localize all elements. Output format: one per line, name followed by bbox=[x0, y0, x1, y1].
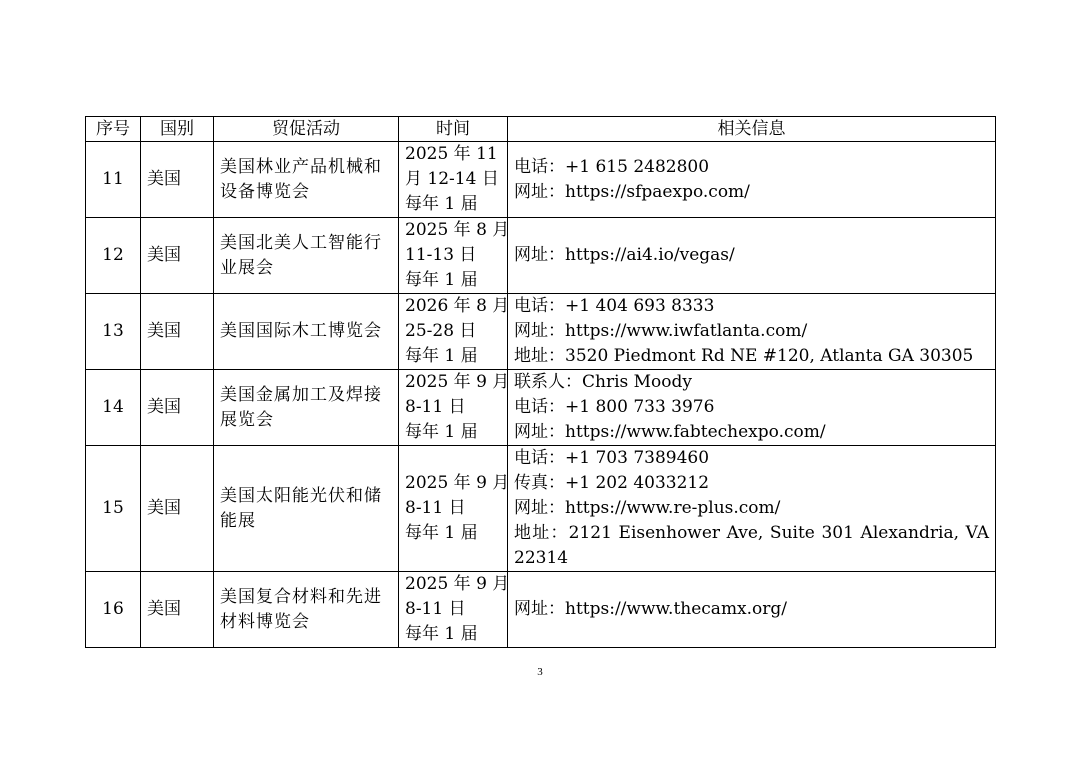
row-info bbox=[508, 294, 996, 370]
row-country: 美国 bbox=[141, 294, 214, 370]
trade-events-table bbox=[85, 116, 996, 648]
row-event: 美国林业产品机械和设备博览会 bbox=[214, 142, 399, 218]
row-time bbox=[399, 142, 508, 218]
header-info: 相关信息 bbox=[508, 117, 996, 142]
table-header-row bbox=[86, 117, 996, 142]
fax-line: 传真：+1 202 4033212 bbox=[514, 473, 710, 493]
row-info bbox=[508, 218, 996, 294]
row-country: 美国 bbox=[141, 572, 214, 648]
time-line: 每年 1 届 bbox=[405, 624, 478, 644]
website-line: 网址：https://www.iwfatlanta.com/ bbox=[514, 321, 808, 341]
page-number: 3 bbox=[537, 666, 543, 678]
row-time bbox=[399, 218, 508, 294]
row-event: 美国国际木工博览会 bbox=[214, 294, 399, 370]
phone-line: 电话：+1 404 693 8333 bbox=[514, 296, 715, 316]
row-country: 美国 bbox=[141, 218, 214, 294]
time-line: 每年 1 届 bbox=[405, 523, 478, 543]
row-info bbox=[508, 446, 996, 572]
address-line: 地址：3520 Piedmont Rd NE #120, Atlanta GA 30305 bbox=[514, 346, 974, 366]
table-row bbox=[86, 142, 996, 218]
time-line: 8-11 日 bbox=[405, 498, 466, 518]
website-line: 网址：https://ai4.io/vegas/ bbox=[514, 245, 735, 265]
row-country: 美国 bbox=[141, 142, 214, 218]
time-line: 每年 1 届 bbox=[405, 346, 478, 366]
phone-line: 电话：+1 703 7389460 bbox=[514, 448, 710, 468]
time-line: 2025 年 11 bbox=[405, 144, 498, 164]
row-info bbox=[508, 142, 996, 218]
row-number: 15 bbox=[86, 446, 141, 572]
time-line: 25-28 日 bbox=[405, 321, 477, 341]
row-event: 美国金属加工及焊接展览会 bbox=[214, 370, 399, 446]
website-line: 网址：https://www.fabtechexpo.com/ bbox=[514, 422, 826, 442]
header-time: 时间 bbox=[399, 117, 508, 142]
time-line: 8-11 日 bbox=[405, 397, 466, 417]
row-number: 12 bbox=[86, 218, 141, 294]
address-line: 地址：2121 Eisenhower Ave, Suite 301 Alexandria, VA 22314 bbox=[514, 523, 989, 568]
contact-line: 联系人：Chris Moody bbox=[514, 372, 693, 392]
header-country: 国别 bbox=[141, 117, 214, 142]
time-line: 每年 1 届 bbox=[405, 270, 478, 290]
row-event: 美国复合材料和先进材料博览会 bbox=[214, 572, 399, 648]
phone-line: 电话：+1 800 733 3976 bbox=[514, 397, 715, 417]
header-serial: 序号 bbox=[86, 117, 141, 142]
row-country: 美国 bbox=[141, 370, 214, 446]
row-event: 美国太阳能光伏和储能展 bbox=[214, 446, 399, 572]
row-time bbox=[399, 572, 508, 648]
table-row bbox=[86, 572, 996, 648]
time-line: 2025 年 8 月 bbox=[405, 220, 510, 240]
time-line: 2026 年 8 月 bbox=[405, 296, 510, 316]
row-info bbox=[508, 370, 996, 446]
row-time bbox=[399, 294, 508, 370]
time-line: 每年 1 届 bbox=[405, 194, 478, 214]
header-event: 贸促活动 bbox=[214, 117, 399, 142]
time-line: 11-13 日 bbox=[405, 245, 477, 265]
table-row bbox=[86, 218, 996, 294]
table-row bbox=[86, 370, 996, 446]
row-number: 13 bbox=[86, 294, 141, 370]
row-time bbox=[399, 370, 508, 446]
row-info bbox=[508, 572, 996, 648]
row-number: 16 bbox=[86, 572, 141, 648]
table-row bbox=[86, 446, 996, 572]
time-line: 2025 年 9 月 bbox=[405, 574, 510, 594]
row-country: 美国 bbox=[141, 446, 214, 572]
row-number: 14 bbox=[86, 370, 141, 446]
row-number: 11 bbox=[86, 142, 141, 218]
time-line: 每年 1 届 bbox=[405, 422, 478, 442]
phone-line: 电话：+1 615 2482800 bbox=[514, 156, 710, 177]
time-line: 2025 年 9 月 bbox=[405, 473, 510, 493]
row-event: 美国北美人工智能行业展会 bbox=[214, 218, 399, 294]
website-line: 网址：https://www.thecamx.org/ bbox=[514, 599, 788, 619]
time-line: 月 12-14 日 bbox=[405, 169, 499, 189]
table-row bbox=[86, 294, 996, 370]
time-line: 8-11 日 bbox=[405, 599, 466, 619]
website-line: 网址：https://sfpaexpo.com/ bbox=[514, 181, 750, 202]
time-line: 2025 年 9 月 bbox=[405, 372, 510, 392]
row-time bbox=[399, 446, 508, 572]
website-line: 网址：https://www.re-plus.com/ bbox=[514, 498, 781, 518]
